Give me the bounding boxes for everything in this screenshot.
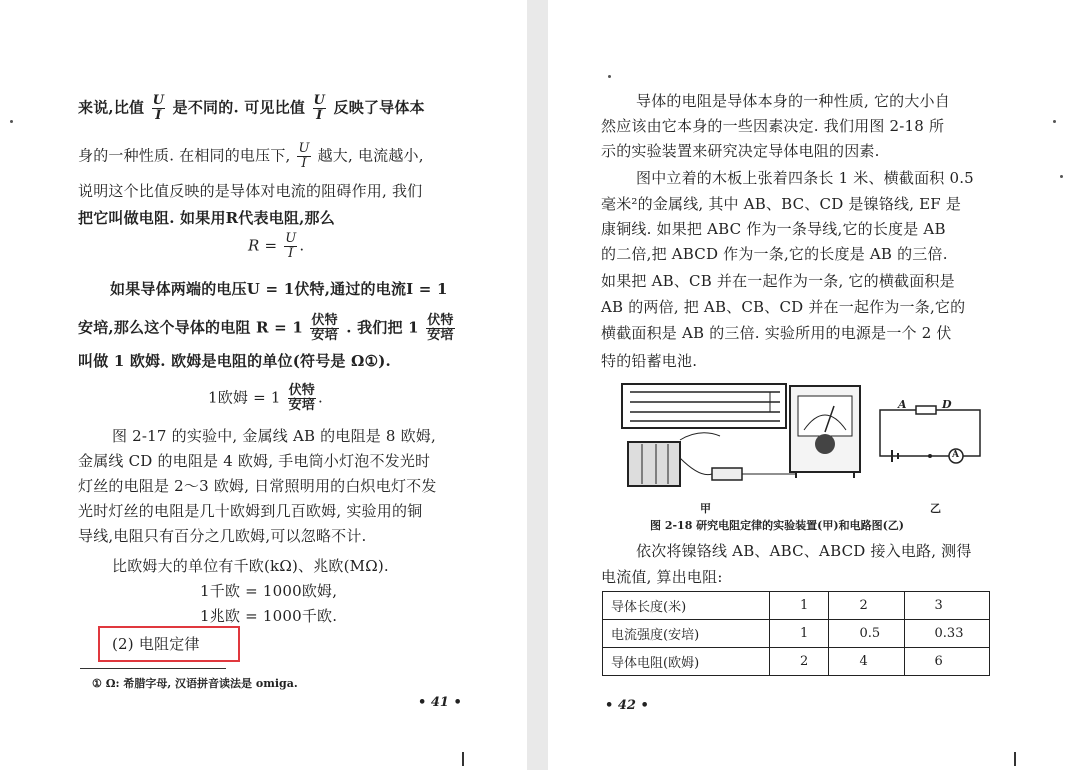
text-line: 1千欧 = 1000欧姆, [200,582,338,600]
text-line: 特的铅蓄电池. [601,352,698,370]
scan-speck [608,75,611,78]
figure-label-yi: 乙 [930,502,941,515]
text-line: 依次将镍铬线 AB、ABC、ABCD 接入电路, 测得 [636,542,972,560]
text-line: 光时灯丝的电阻是几十欧姆到几百欧姆, 实验用的铜 [78,502,423,520]
circuit-diagram [880,406,980,463]
text-line: 如果导体两端的电压U = 1伏特,通过的电流I = 1 [110,280,448,298]
text-line: 然应该由它本身的一些因素决定. 我们用图 2-18 所 [601,117,945,135]
formula-r: R = $\frac{U}{I}$ . [248,231,305,261]
left-page [0,0,527,770]
page-edge-mark [1014,752,1016,766]
switch [712,468,742,480]
scan-speck [1053,120,1056,123]
table-row: 电流强度(安培) 1 0.5 0.33 [603,620,990,648]
text-line: 图 2-17 的实验中, 金属线 AB 的电阻是 8 欧姆, [112,427,437,445]
text-line: 图中立着的木板上张着四条长 1 米、横截面积 0.5 [636,169,974,187]
text-line: AB 的两倍, 把 AB、CB、CD 并在一起作为一条,它的 [601,298,966,316]
footnote: ① Ω: 希腊字母, 汉语拼音读法是 omiga. [92,677,298,690]
text-line: 金属线 CD 的电阻是 4 欧姆, 手电筒小灯泡不发光时 [78,452,431,470]
text-line: 的二倍,把 ABCD 作为一条,它的长度是 AB 的三倍. [601,245,948,263]
text-line: 叫做 1 欧姆. 欧姆是电阻的单位(符号是 Ω①). [78,352,391,370]
figure-apparatus [620,378,990,498]
scan-speck [10,120,13,123]
text-line: 1兆欧 = 1000千欧. [200,607,338,625]
text-line: 说明这个比值反映的是导体对电流的阻碍作用, 我们 [78,182,423,200]
footnote-rule [80,668,226,669]
text-line: 比欧姆大的单位有千欧(kΩ)、兆欧(MΩ). [112,557,389,575]
text-line: 如果把 AB、CB 并在一起作为一条, 它的横截面积是 [601,272,955,290]
text-line: 导线,电阻只有百分之几欧姆,可以忽略不计. [78,527,367,545]
battery [628,442,680,486]
scan-speck [1060,175,1063,178]
text-line: 身的一种性质. 在相同的电压下, $\frac{U}{I}$ 越大, 电流越小, [78,141,424,171]
page-edge-mark [462,752,464,766]
figure-label-jia: 甲 [700,502,711,515]
ammeter-label: A [952,450,959,460]
text-line: 把它叫做电阻. 如果用R代表电阻,那么 [78,209,335,227]
ohm-definition: 1欧姆 = 1 $\frac{\text{伏特}}{\text{安培}}$ . [208,383,323,413]
fraction-u-over-i: $\frac{U}{I}$ [298,141,310,171]
circuit-label-d: D [942,398,952,411]
page-number: • 42 • [605,698,649,713]
text-line: 导体的电阻是导体本身的一种性质, 它的大小自 [636,92,950,110]
table-row: 导体电阻(欧姆) 2 4 6 [603,648,990,676]
section-heading: (2) 电阻定律 [112,635,200,653]
figure-caption: 图 2-18 研究电阻定律的实验装置(甲)和电路图(乙) [650,519,905,532]
text-line: 灯丝的电阻是 2～3 欧姆, 日常照明用的白炽电灯不发 [78,477,437,495]
highlight-box[interactable] [98,626,240,662]
text-line: 横截面积是 AB 的三倍. 实验所用的电源是一个 2 伏 [601,324,952,342]
table-row: 导体长度(米) 1 2 3 [603,592,990,620]
text-line: 来说,比值 $\frac{U}{I}$ 是不同的. 可见比值 $\frac{U}{I}$ 反映了导体本 [78,93,425,123]
text-line: 康铜线. 如果把 ABC 作为一条导线,它的长度是 AB [601,220,946,238]
fraction-u-over-i: $\frac{U}{I}$ [313,93,326,123]
circuit-label-a: A [898,398,907,411]
results-table [602,591,990,676]
text-line: 示的实验装置来研究决定导体电阻的因素. [601,142,880,160]
page-number: • 41 • [418,695,462,710]
text-line: 安培,那么这个导体的电阻 R = 1 $\frac{\text{伏特}}{\text{安培}}$ . 我们把 1 $\frac{\text{伏特}}{\text{安培}}$ [78,313,454,343]
text-line: 毫米²的金属线, 其中 AB、BC、CD 是镍铬线, EF 是 [601,195,962,213]
fraction-u-over-i: $\frac{U}{I}$ [152,93,165,123]
text-line: 电流值, 算出电阻: [601,568,723,586]
